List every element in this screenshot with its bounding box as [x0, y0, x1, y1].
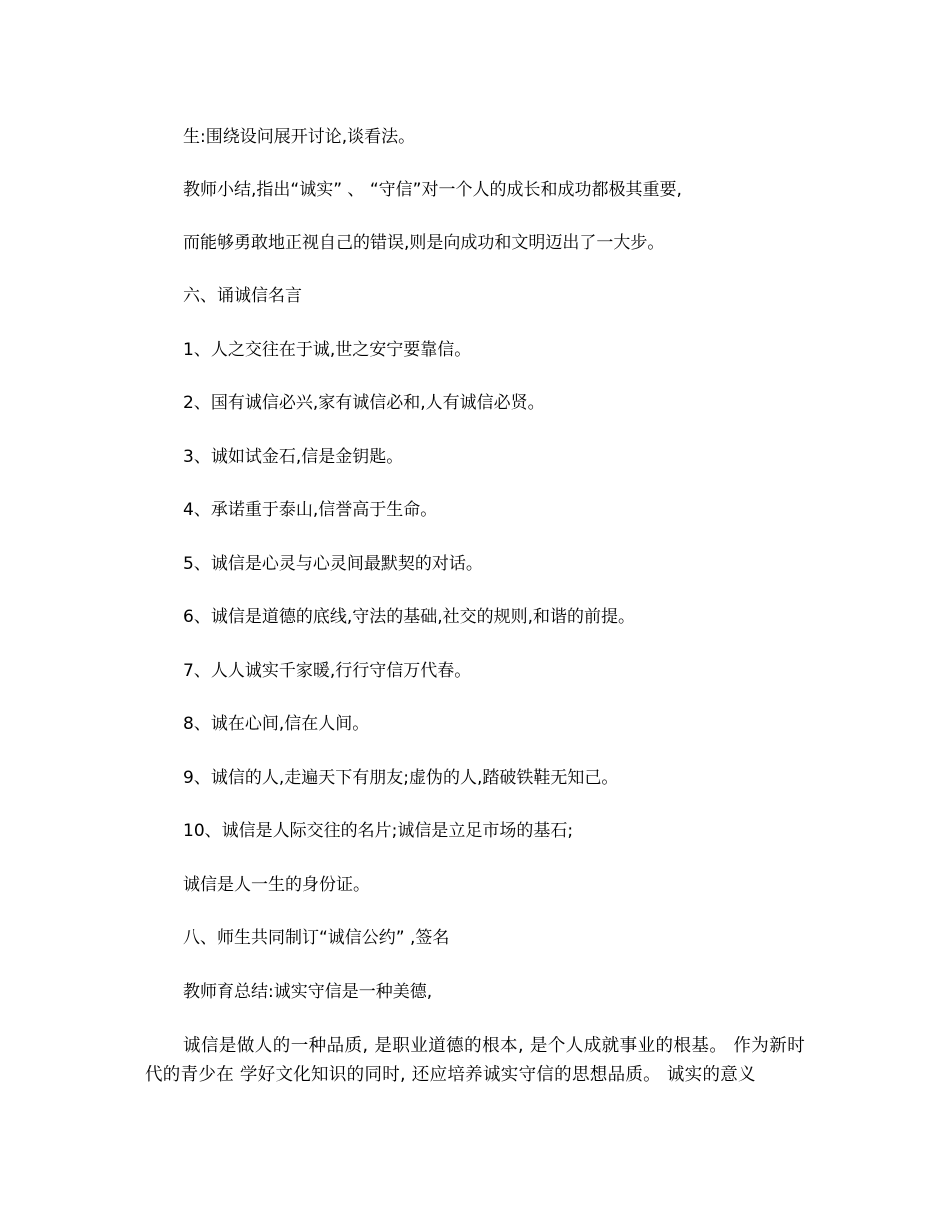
quote-item-4: 4、承诺重于泰山,信誉高于生命。: [183, 500, 438, 520]
text-line-teacher-summary: 教师小结,指出“诚实” 、 “守信”对一个人的成长和成功都极其重要,: [183, 180, 682, 200]
text-line-discussion: 生:围绕设问展开讨论,谈看法。: [183, 127, 416, 147]
quote-item-6: 6、诚信是道德的底线,守法的基础,社交的规则,和谐的前提。: [183, 607, 636, 627]
quote-item-7: 7、人人诚实千家暖,行行守信万代春。: [183, 661, 472, 681]
quote-item-8: 8、诚在心间,信在人间。: [183, 714, 370, 734]
closing-paragraph: 诚信是做人的一种品质, 是职业道德的根本, 是个人成就事业的根基。 作为新时代的青少在 学好文化知识的同时, 还应培养诚实守信的思想品质。 诚实的意义: [145, 1036, 805, 1085]
text-line-teacher-conclusion: 教师育总结:诚实守信是一种美德,: [183, 982, 433, 1002]
quote-item-1: 1、人之交往在于诚,世之安宁要靠信。: [183, 340, 472, 360]
quote-item-2: 2、国有诚信必兴,家有诚信必和,人有诚信必贤。: [183, 393, 545, 413]
quote-item-10-continued: 诚信是人一生的身份证。: [183, 875, 370, 895]
quote-item-3: 3、诚如试金石,信是金钥匙。: [183, 447, 404, 467]
quote-item-5: 5、诚信是心灵与心灵间最默契的对话。: [183, 554, 483, 574]
quote-item-10: 10、诚信是人际交往的名片;诚信是立足市场的基石;: [183, 821, 574, 841]
quote-item-9: 9、诚信的人,走遍天下有朋友;虚伪的人,踏破铁鞋无知己。: [183, 768, 619, 788]
section-heading-quotes: 六、诵诚信名言: [183, 286, 302, 306]
section-heading-pledge: 八、师生共同制订“诚信公约” ,签名: [183, 928, 450, 948]
text-line-courage: 而能够勇敢地正视自己的错误,则是向成功和文明迈出了一大步。: [183, 233, 665, 253]
